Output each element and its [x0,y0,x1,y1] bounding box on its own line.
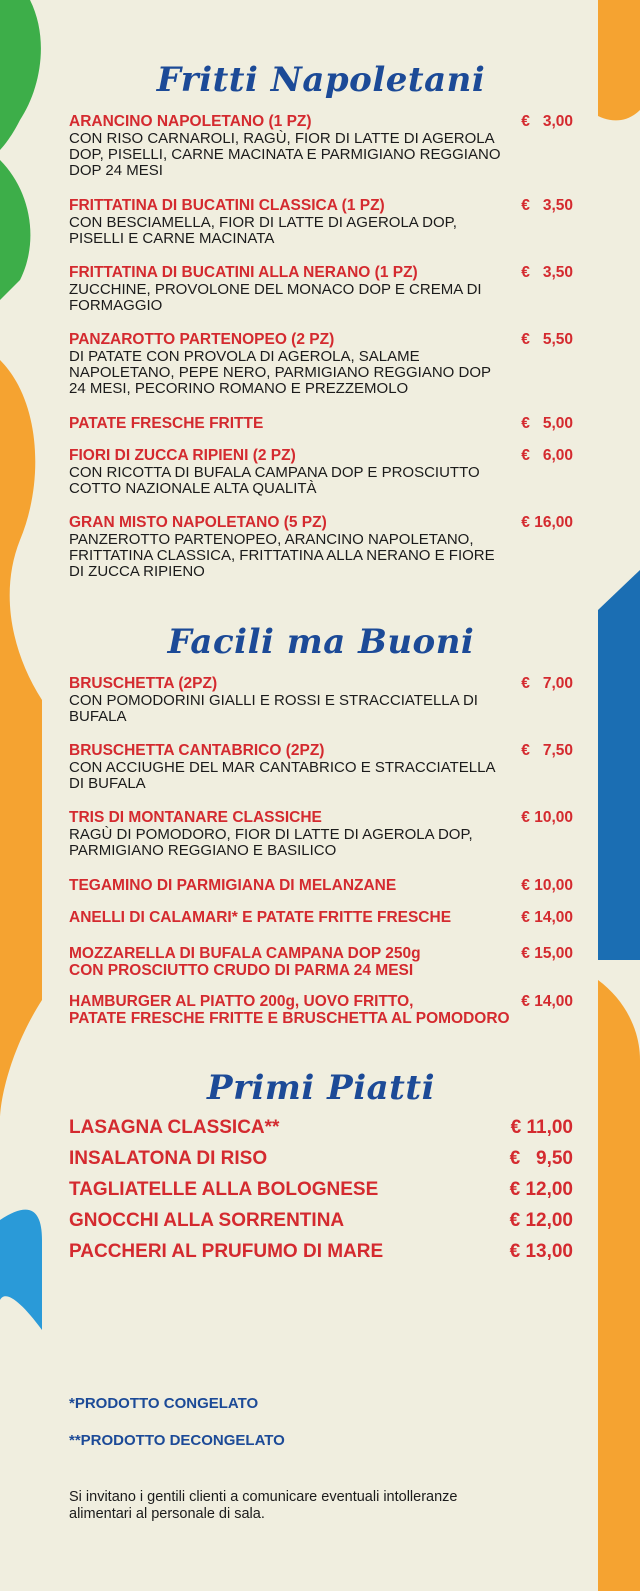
menu-item [69,1241,573,1263]
item-name: PACCHERI AL PRUFUMO DI MARE [69,1241,384,1262]
menu-item [69,331,573,397]
item-name: FRITTATINA DI BUCATINI CLASSICA (1 PZ) [69,197,385,214]
item-name: MOZZARELLA DI BUFALA CAMPANA DOP 250g CON PROSCIUTTO CRUDO DI PARMA 24 MESI [69,945,421,979]
item-price: € 12,00 [509,1179,573,1200]
menu-item [69,447,573,497]
menu-item [69,197,573,247]
blue-arc-shape [0,1210,42,1330]
item-price: € 14,00 [521,993,573,1010]
menu-item [69,877,573,895]
item-name: FRITTATINA DI BUCATINI ALLA NERANO (1 PZ) [69,264,418,281]
item-price: € 5,50 [521,331,573,348]
item-price: € 15,00 [521,945,573,962]
menu-item [69,675,573,725]
section-title-fritti: Fritti Napoletani [156,60,486,100]
item-price: € 5,00 [521,415,573,432]
item-description: ZUCCHINE, PROVOLONE DEL MONACO DOP E CREMA DI FORMAGGIO [69,281,482,314]
item-price: € 3,00 [521,113,573,130]
item-name: LASAGNA CLASSICA** [69,1117,280,1138]
menu-item [69,415,573,433]
item-description: PANZEROTTO PARTENOPEO, ARANCINO NAPOLETANO, FRITTATINA CLASSICA, FRITTATINA ALLA NERANO E FIORE DI ZUCCA RIPIENO [69,531,495,580]
item-price: € 9,50 [509,1148,573,1169]
item-description: CON RISO CARNAROLI, RAGÙ, FIOR DI LATTE DI AGEROLA DOP, PISELLI, CARNE MACINATA E PARMIGIANO REGGIANO DOP 24 MESI [69,130,501,179]
section-title-primi: Primi Piatti [207,1068,435,1108]
menu-item [69,1148,573,1170]
item-price: € 16,00 [521,514,573,531]
item-price: € 7,50 [521,742,573,759]
menu-item [69,1179,573,1201]
item-price: € 7,00 [521,675,573,692]
item-description: DI PATATE CON PROVOLA DI AGEROLA, SALAME NAPOLETANO, PEPE NERO, PARMIGIANO REGGIANO DOP 24 MESI, PECORINO ROMANO E PREZZEMOLO [69,348,492,397]
menu-item [69,742,573,792]
item-name: GRAN MISTO NAPOLETANO (5 PZ) [69,514,327,531]
menu-content [69,0,573,1591]
item-name: INSALATONA DI RISO [69,1148,268,1169]
item-price: € 10,00 [521,809,573,826]
item-name: TEGAMINO DI PARMIGIANA DI MELANZANE [69,877,397,894]
item-price: € 13,00 [509,1241,573,1262]
item-price: € 12,00 [509,1210,573,1231]
menu-item [69,809,573,859]
item-price: € 14,00 [521,909,573,926]
item-price: € 3,50 [521,197,573,214]
menu-item [69,514,573,580]
item-name: BRUSCHETTA CANTABRICO (2PZ) [69,742,325,759]
orange-wave-shape [0,360,42,1120]
item-name: TRIS DI MONTANARE CLASSICHE [69,809,322,826]
menu-item [69,993,573,1027]
item-name: ARANCINO NAPOLETANO (1 PZ) [69,113,312,130]
menu-item [69,264,573,314]
orange-shape [598,980,640,1591]
item-description: RAGÙ DI POMODORO, FIOR DI LATTE DI AGEROLA DOP, PARMIGIANO REGGIANO E BASILICO [69,826,473,859]
item-description: CON BESCIAMELLA, FIOR DI LATTE DI AGEROLA DOP, PISELLI E CARNE MACINATA [69,214,457,247]
allergy-notice: Si invitano i gentili clienti a comunicare eventuali intolleranze alimentari al personale di sala. [69,1489,458,1522]
item-price: € 6,00 [521,447,573,464]
item-price: € 10,00 [521,877,573,894]
item-name: PANZAROTTO PARTENOPEO (2 PZ) [69,331,335,348]
note-thawed: **PRODOTTO DECONGELATO [69,1432,285,1449]
item-price: € 3,50 [521,264,573,281]
menu-item [69,113,573,179]
menu-item [69,1210,573,1232]
note-frozen: *PRODOTTO CONGELATO [69,1395,259,1412]
item-description: CON POMODORINI GIALLI E ROSSI E STRACCIATELLA DI BUFALA [69,692,478,725]
item-name: BRUSCHETTA (2PZ) [69,675,218,692]
menu-item [69,945,573,979]
item-name: FIORI DI ZUCCA RIPIENI (2 PZ) [69,447,296,464]
item-name: TAGLIATELLE ALLA BOLOGNESE [69,1179,379,1200]
section-title-facili: Facili ma Buoni [167,622,475,662]
item-name: ANELLI DI CALAMARI* E PATATE FRITTE FRESCHE [69,909,452,926]
item-description: CON ACCIUGHE DEL MAR CANTABRICO E STRACCIATELLA DI BUFALA [69,759,496,792]
item-name: PATATE FRESCHE FRITTE [69,415,264,432]
blue-diagonal-shape [598,570,640,960]
item-name: GNOCCHI ALLA SORRENTINA [69,1210,345,1231]
item-name: HAMBURGER AL PIATTO 200g, UOVO FRITTO, PATATE FRESCHE FRITTE E BRUSCHETTA AL POMODORO [69,993,510,1027]
menu-item [69,1117,573,1139]
green-leaf-shape [0,0,41,150]
menu-item [69,909,573,927]
item-description: CON RICOTTA DI BUFALA CAMPANA DOP E PROSCIUTTO COTTO NAZIONALE ALTA QUALITÀ [69,464,480,497]
green-leaf-shape [0,160,30,300]
item-price: € 11,00 [510,1117,573,1138]
